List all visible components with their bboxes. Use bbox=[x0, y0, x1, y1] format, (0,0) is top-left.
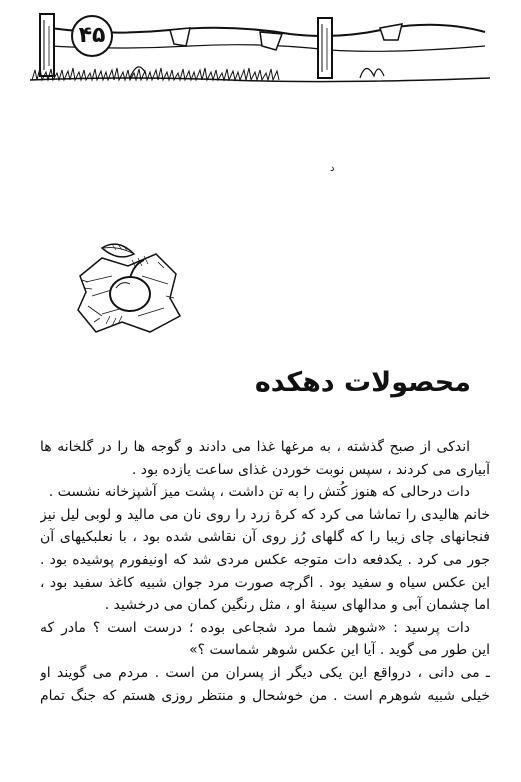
text-line: اما چشمان آبی و مدالهای سینهٔ او ، مثل رنگین کمان می درخشید . bbox=[104, 597, 490, 614]
text-line: این عکس سیاه و سفید بود . اگرچه صورت مرد جوان شبیه کاغذ سفید بود ، bbox=[40, 574, 490, 591]
text-line: دات پرسید : «شوهر شما مرد شجاعی بوده ؛ درست است ؟ مادر که bbox=[40, 619, 470, 636]
page-number: ۴۵ bbox=[78, 23, 106, 48]
text-line: اندکی از صبح گذشته ، به مرغها غذا می دادند و گوجه ها را در گلخانه ها bbox=[40, 439, 470, 455]
text-line: این طور می گوید . آیا این عکس شوهر شماست ؟» bbox=[189, 642, 490, 659]
text-line: فنجانهای چای زیبا را که گلهای رُز روی آن نقاشی شده بود ، با نعلبکیهای آن bbox=[40, 529, 490, 546]
chapter-title: محصولات دهکده bbox=[254, 367, 471, 398]
text-line: دات درحالی که هنوز کُتش را به تن داشت ، پشت میز آشپزخانه نشست . bbox=[48, 484, 470, 501]
text-line: جور می کرد . یکدفعه دات متوجه عکس مردی شد که اونیفورم پوشیده بود . bbox=[40, 551, 490, 568]
chapter-body-text bbox=[40, 436, 490, 707]
stray-mark: د bbox=[330, 163, 335, 174]
text-line: خانم هالیدی را تماشا می کرد که کرهٔ زرد را روی نان می مالید و لوبی لیل نیز bbox=[40, 506, 490, 523]
apple-illustration bbox=[72, 236, 184, 336]
text-line: خیلی شبیه شوهرم است . من خوشحال و منتظر روزی هستم که جنگ تمام bbox=[40, 687, 490, 704]
text-line: ـ می دانی ، درواقع این یکی دیگر از پسران من است . مردم می گویند او bbox=[40, 664, 490, 681]
text-line: آبیاری می کردند ، سپس نوبت خوردن غذای ساعت یازده بود . bbox=[131, 461, 490, 478]
